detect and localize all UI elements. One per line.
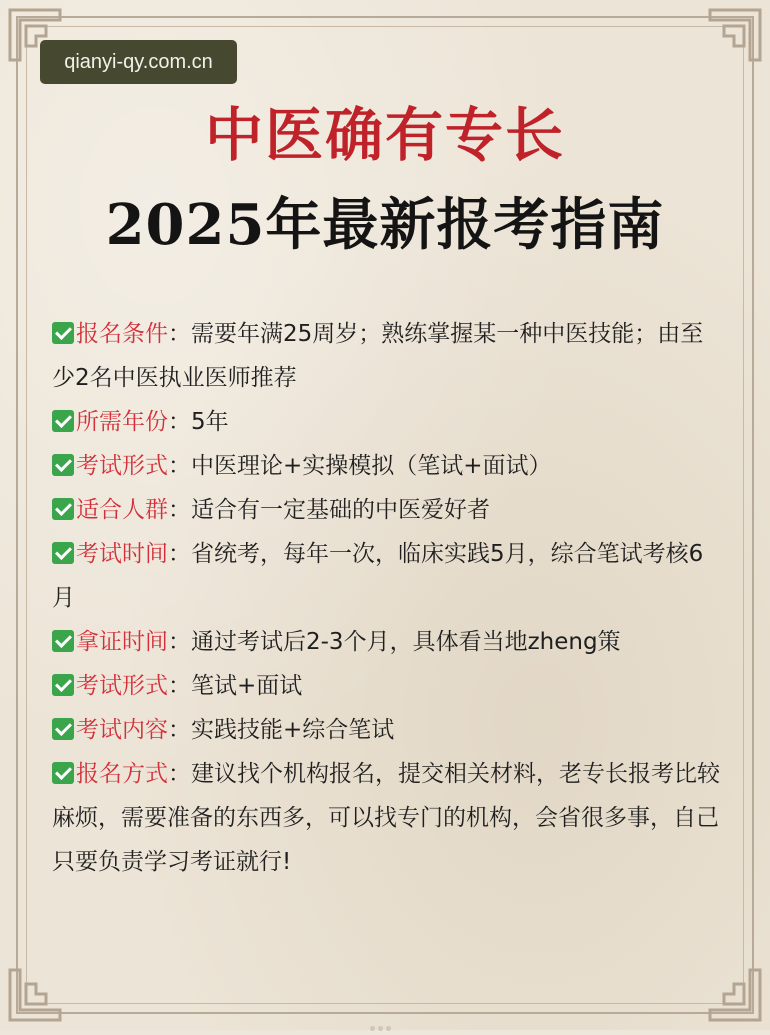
check-mark-icon	[52, 718, 74, 740]
corner-ornament-icon	[706, 6, 764, 64]
check-mark-icon	[52, 630, 74, 652]
list-item	[52, 444, 722, 488]
list-item	[52, 400, 722, 444]
list-item	[52, 708, 722, 752]
check-mark-icon	[52, 454, 74, 476]
check-mark-icon	[52, 498, 74, 520]
item-key: 报名条件	[76, 321, 168, 347]
page-dot	[378, 1026, 383, 1031]
item-value: ：通过考试后2-3个月，具体看当地zheng策	[168, 629, 621, 655]
item-key: 考试形式	[76, 673, 168, 699]
page-title: 中医确有专长	[204, 101, 565, 169]
list-item	[52, 752, 722, 884]
item-value: ：中医理论+实操模拟（笔试+面试）	[168, 453, 552, 479]
check-mark-icon	[52, 542, 74, 564]
item-key: 考试时间	[76, 541, 168, 567]
item-value: ：笔试+面试	[168, 673, 303, 699]
guide-list	[52, 312, 722, 884]
list-item	[52, 488, 722, 532]
list-item	[52, 664, 722, 708]
item-key: 适合人群	[76, 497, 168, 523]
item-key: 拿证时间	[76, 629, 168, 655]
item-value: ：实践技能+综合笔试	[168, 717, 395, 743]
item-value: ：建议找个机构报名，提交相关材料，老专长报考比较麻烦，需要准备的东西多，可以找专门的机构，会省很多事，自己只要负责学习考证就行!	[52, 761, 720, 875]
check-mark-icon	[52, 674, 74, 696]
corner-ornament-icon	[6, 966, 64, 1024]
list-item	[52, 532, 722, 620]
corner-ornament-icon	[706, 966, 764, 1024]
page-subtitle: 2025年最新报考指南	[105, 192, 665, 258]
item-key: 考试内容	[76, 717, 168, 743]
list-item	[52, 620, 722, 664]
page-indicator	[370, 1016, 400, 1024]
check-mark-icon	[52, 322, 74, 344]
item-key: 报名方式	[76, 761, 168, 787]
item-value: ：需要年满25周岁；熟练掌握某一种中医技能；由至少2名中医执业医师推荐	[52, 321, 704, 391]
list-item	[52, 312, 722, 400]
item-value: ：适合有一定基础的中医爱好者	[168, 497, 490, 523]
check-mark-icon	[52, 762, 74, 784]
item-value: ：5年	[168, 409, 229, 435]
page-dot	[370, 1026, 375, 1031]
item-key: 所需年份	[76, 409, 168, 435]
watermark-label: qianyi-qy.com.cn	[40, 40, 237, 84]
check-mark-icon	[52, 410, 74, 432]
item-key: 考试形式	[76, 453, 168, 479]
item-value: ：省统考，每年一次，临床实践5月，综合笔试考核6月	[52, 541, 704, 611]
page-dot	[386, 1026, 391, 1031]
